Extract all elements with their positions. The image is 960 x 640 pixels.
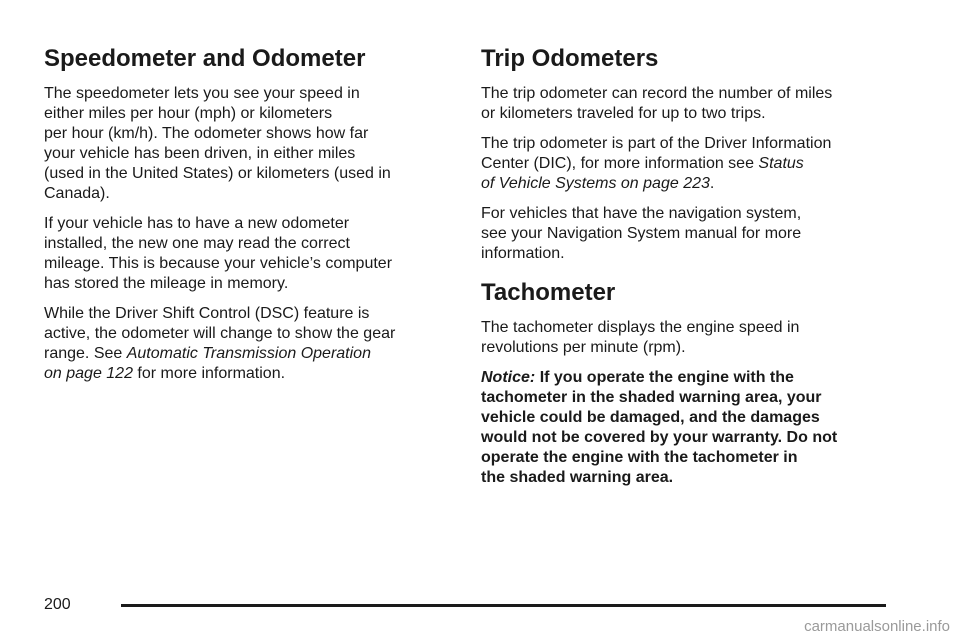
transmission-cross-reference-link[interactable]: Automatic Transmission Operation on page 122 [44,345,371,382]
page-footer [44,595,886,617]
notice-paragraph [481,368,901,488]
footer-rule [121,604,886,607]
tachometer-paragraph: The tachometer displays the engine speed in revolutions per minute (rpm). [481,319,800,356]
notice-text: If you operate the engine with the tachometer in the shaded warning area, your vehicle could be damaged, and the damages would not be covered by your warranty. Do not operate the engine with the tachometer in the shaded warning area. [481,369,838,486]
navigation-paragraph: For vehicles that have the navigation system, see your Navigation System manual for more information. [481,205,802,262]
left-column [44,44,444,394]
dic-paragraph-start: The trip odometer is part of the Driver Information Center (DIC), for more information see [481,135,832,172]
dsc-paragraph-end: for more information. [132,365,286,382]
dsc-paragraph [44,304,444,384]
speedometer-odometer-heading: Speedometer and Odometer [44,45,366,72]
trip-odometer-paragraph: The trip odometer can record the number of miles or kilometers traveled for up to two trips. [481,85,833,122]
vehicle-systems-cross-reference-link[interactable]: Status of Vehicle Systems on page 223 [481,155,804,192]
dsc-paragraph-start: While the Driver Shift Control (DSC) feature is active, the odometer will change to show the gear range. See [44,305,396,362]
speedometer-paragraph: The speedometer lets you see your speed in either miles per hour (mph) or kilometers per hour (km/h). The odometer shows how far your vehicle has been driven, in either miles (used in the United States) or kilometers (used in Canada). [44,85,391,202]
notice-label: Notice: [481,369,536,386]
trip-odometers-heading: Trip Odometers [481,45,659,72]
dic-paragraph [481,134,901,194]
tachometer-heading: Tachometer [481,279,616,306]
right-column [481,44,901,498]
watermark-text: carmanualsonline.info [804,618,950,635]
page-number: 200 [44,596,71,613]
new-odometer-paragraph: If your vehicle has to have a new odometer installed, the new one may read the correct mileage. This is because your vehicle’s computer has stored the mileage in memory. [44,215,393,292]
dic-paragraph-end: . [709,175,715,192]
